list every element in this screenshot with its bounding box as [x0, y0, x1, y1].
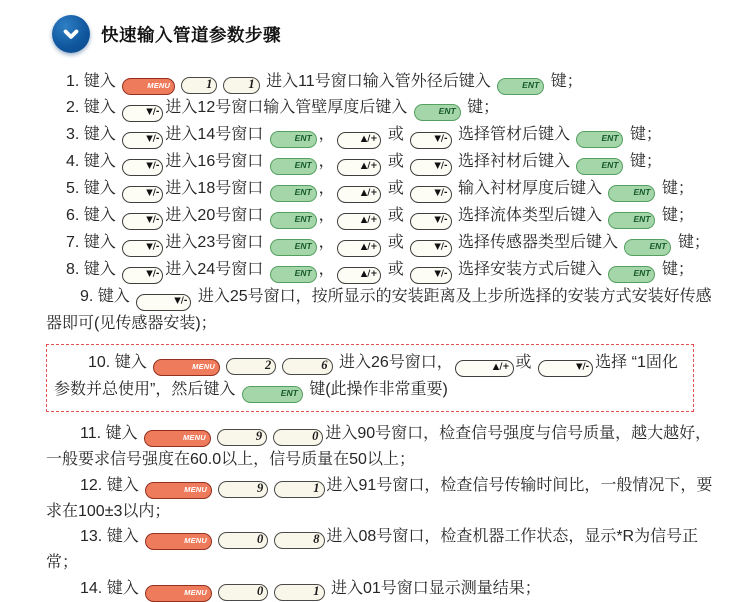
up-arrow-key: ▲/+ — [337, 186, 382, 203]
step-13 — [46, 524, 726, 576]
step-text: 10. 键入 — [88, 353, 152, 371]
step-text: 进入16号窗口 — [165, 153, 268, 170]
step-text: 或 — [383, 234, 409, 251]
menu-key: MENU — [145, 482, 212, 499]
ent-key: ENT — [270, 239, 317, 256]
step-text: ， — [318, 153, 335, 170]
up-arrow-key: ▲/+ — [337, 240, 382, 257]
digit-key-1: 1 — [274, 584, 324, 601]
step-text: 进入01号窗口显示测量结果； — [326, 580, 541, 598]
step-text: 9. 键入 — [80, 288, 135, 305]
down-arrow-key: ▼/- — [122, 213, 163, 230]
step-text: 进入90号窗口，检查信号强度与信号质量，越大越好，一般要求信号强度在60.0以上，信号质量在50以上； — [46, 424, 712, 468]
ent-key: ENT — [624, 239, 671, 256]
step-text: 选择安装方式后键入 — [453, 261, 607, 278]
step-text: 1. 键入 — [66, 73, 121, 90]
digit-key-0: 0 — [273, 429, 323, 446]
step-text: ， — [318, 207, 335, 224]
step-text: 键； — [657, 207, 694, 224]
step-14 — [46, 576, 726, 602]
page-title: 快速输入管道参数步骤 — [101, 24, 281, 45]
step-5 — [46, 176, 726, 203]
down-arrow-key: ▼/- — [410, 240, 451, 257]
step-1 — [46, 69, 726, 95]
step-text: 进入12号窗口输入管壁厚度后键入 — [165, 99, 412, 116]
step-text: 选择管材后键入 — [453, 126, 575, 143]
step-10 — [54, 350, 683, 403]
step-text: 或 — [383, 180, 409, 197]
menu-key: MENU — [145, 585, 212, 602]
up-arrow-key: ▲/+ — [337, 267, 382, 284]
up-arrow-key: ▲/+ — [337, 132, 382, 149]
digit-key-9: 9 — [218, 481, 268, 498]
digit-key-1: 1 — [223, 77, 259, 94]
down-arrow-key: ▼/- — [410, 186, 451, 203]
step-text: 键； — [657, 180, 694, 197]
digit-key-1: 1 — [181, 77, 217, 94]
ent-key: ENT — [270, 212, 317, 229]
step-8 — [46, 257, 726, 284]
step-text: 14. 键入 — [80, 580, 144, 598]
step-text: 键； — [673, 234, 710, 251]
step-text: 13. 键入 — [80, 528, 144, 546]
step-text: 进入24号窗口 — [165, 261, 268, 278]
menu-key: MENU — [144, 430, 211, 447]
step-text: 5. 键入 — [66, 180, 121, 197]
step-text: 进入20号窗口 — [165, 207, 268, 224]
step-text: 4. 键入 — [66, 153, 121, 170]
step-text: 键； — [546, 73, 583, 90]
ent-key: ENT — [270, 131, 317, 148]
ent-key: ENT — [270, 185, 317, 202]
menu-key: MENU — [145, 533, 212, 550]
down-arrow-key: ▼/- — [122, 240, 163, 257]
step-2 — [46, 95, 726, 122]
step-text: 选择传感器类型后键入 — [453, 234, 623, 251]
step-text: 进入26号窗口， — [334, 353, 453, 371]
step-text: 选择衬材后键入 — [453, 153, 575, 170]
menu-key: MENU — [122, 78, 175, 95]
ent-key: ENT — [608, 266, 655, 283]
menu-key: MENU — [153, 359, 220, 376]
digit-key-0: 0 — [218, 584, 268, 601]
step-text: 进入91号窗口，检查信号传输时间比，一般情况下，要求在100±3以内； — [46, 476, 713, 520]
ent-key: ENT — [576, 131, 623, 148]
ent-key: ENT — [576, 158, 623, 175]
step-text: 12. 键入 — [80, 476, 144, 494]
step-text: 或 — [515, 353, 536, 371]
step-text: 键； — [657, 261, 694, 278]
up-arrow-key: ▲/+ — [337, 213, 382, 230]
down-arrow-key: ▼/- — [410, 132, 451, 149]
digit-key-9: 9 — [217, 429, 267, 446]
step-text: 进入18号窗口 — [165, 180, 268, 197]
step-text: 7. 键入 — [66, 234, 121, 251]
step-text: 输入衬材厚度后键入 — [453, 180, 607, 197]
up-arrow-key: ▲/+ — [337, 159, 382, 176]
step-text: 进入25号窗口，按所显示的安装距离及上步所选择的安装方式安装好传感器即可(见传感器安装)； — [46, 288, 712, 332]
down-arrow-key: ▼/- — [122, 186, 163, 203]
important-step-box — [46, 344, 694, 412]
down-arrow-key: ▼/- — [410, 267, 451, 284]
step-text: 3. 键入 — [66, 126, 121, 143]
down-arrow-key: ▼/- — [122, 159, 163, 176]
down-arrow-key: ▼/- — [538, 360, 593, 377]
step-text: 选择 “1固化参数并总使用”，然后键入 — [54, 353, 678, 398]
digit-key-1: 1 — [274, 481, 324, 498]
step-12 — [46, 473, 726, 525]
step-text: 进入14号窗口 — [165, 126, 268, 143]
ent-key: ENT — [497, 78, 544, 95]
ent-key: ENT — [242, 386, 303, 403]
down-arrow-key: ▼/- — [410, 213, 451, 230]
step-text: ， — [318, 126, 335, 143]
steps-list — [0, 65, 750, 602]
step-4 — [46, 149, 726, 176]
digit-key-2: 2 — [226, 358, 276, 375]
down-arrow-key: ▼/- — [410, 159, 451, 176]
step-text: 或 — [383, 207, 409, 224]
page-header — [0, 0, 750, 65]
ent-key: ENT — [414, 104, 461, 121]
down-arrow-key: ▼/- — [122, 267, 163, 284]
step-3 — [46, 122, 726, 149]
ent-key: ENT — [608, 185, 655, 202]
ent-key: ENT — [608, 212, 655, 229]
down-arrow-key: ▼/- — [122, 132, 163, 149]
step-11 — [46, 421, 726, 473]
down-arrow-key: ▼/- — [136, 294, 191, 311]
step-text: 进入08号窗口，检查机器工作状态，显示*R为信号正常； — [46, 528, 699, 572]
ent-key: ENT — [270, 266, 317, 283]
step-text: 键(此操作非常重要) — [304, 380, 448, 398]
step-text: 键； — [625, 153, 662, 170]
step-text: ， — [318, 234, 335, 251]
step-6 — [46, 203, 726, 230]
step-text: 6. 键入 — [66, 207, 121, 224]
chevron-down-circle-icon — [52, 15, 90, 53]
step-text: 或 — [383, 126, 409, 143]
up-arrow-key: ▲/+ — [455, 360, 514, 377]
ent-key: ENT — [270, 158, 317, 175]
step-text: 11. 键入 — [80, 424, 142, 442]
step-text: 2. 键入 — [66, 99, 121, 116]
down-arrow-key: ▼/- — [122, 105, 163, 122]
step-text: ， — [318, 261, 335, 278]
step-text: 键； — [462, 99, 500, 116]
step-text: ， — [318, 180, 335, 197]
step-text: 选择流体类型后键入 — [453, 207, 607, 224]
step-7 — [46, 230, 726, 257]
digit-key-8: 8 — [274, 532, 324, 549]
step-text: 或 — [383, 261, 409, 278]
step-text: 进入11号窗口输入管外径后键入 — [261, 73, 496, 90]
step-text: 进入23号窗口 — [165, 234, 268, 251]
step-text: 8. 键入 — [66, 261, 121, 278]
step-text: 键； — [625, 126, 662, 143]
step-text: 或 — [383, 153, 409, 170]
digit-key-0: 0 — [218, 532, 268, 549]
step-9 — [46, 284, 726, 337]
digit-key-6: 6 — [282, 358, 332, 375]
